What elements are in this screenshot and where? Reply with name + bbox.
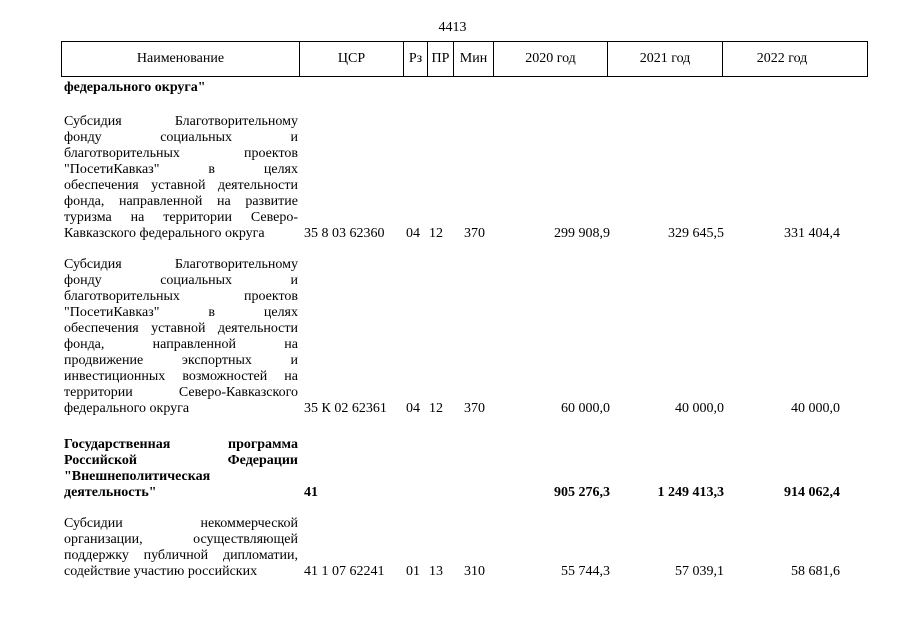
row-csr: 41 1 07 62241 (304, 564, 385, 579)
row-y2020: 60 000,0 (561, 401, 610, 416)
row-name-line: деятельность" (64, 485, 157, 500)
row-name-line: фонда, направленной на развитие (64, 194, 298, 209)
row-name-line: обеспечения уставной деятельности (64, 178, 298, 193)
row-y2021: 329 645,5 (668, 226, 724, 241)
row-pr: 12 (429, 401, 443, 416)
row-name-line: Государственная программа (64, 437, 298, 452)
header-rz: Рз (404, 42, 428, 76)
row-rz: 04 (406, 401, 420, 416)
row-name-line: "ПосетиКавказ" в целях (64, 162, 298, 177)
row-y2021: 57 039,1 (675, 564, 724, 579)
row-name-line: благотворительных проектов (64, 146, 298, 161)
row-name (64, 257, 298, 417)
row-name-line: Субсидии некоммерческой (64, 516, 298, 531)
row-name-line: Российской Федерации (64, 453, 298, 468)
row-name-line: федерального округа (64, 401, 190, 416)
row-name-line: продвижение экспортных и (64, 353, 298, 368)
row-name-line: фонда, направленной на (64, 337, 298, 352)
row-name-line: туризма на территории Северо- (64, 210, 298, 225)
row-name-line: "Внешнеполитическая (64, 469, 211, 484)
row-pr: 13 (429, 564, 443, 579)
row-y2021: 1 249 413,3 (657, 485, 724, 500)
page-number: 4413 (438, 20, 467, 35)
row-pr: 12 (429, 226, 443, 241)
row-csr: 41 (304, 485, 318, 500)
row-y2022: 40 000,0 (791, 401, 840, 416)
row-name-line: поддержку публичной дипломатии, (64, 548, 298, 563)
header-2022: 2022 год (756, 51, 808, 66)
row-name (64, 516, 298, 580)
header-2021: 2021 год (608, 42, 723, 76)
row-y2022: 58 681,6 (791, 564, 840, 579)
row-name-line: территории Северо-Кавказского (64, 385, 298, 400)
row-rz: 04 (406, 226, 420, 241)
row-name (64, 80, 298, 96)
row-name-line: благотворительных проектов (64, 289, 298, 304)
row-y2022: 914 062,4 (784, 485, 840, 500)
row-name (64, 437, 298, 501)
row-y2022: 331 404,4 (784, 226, 840, 241)
row-name-line: обеспечения уставной деятельности (64, 321, 298, 336)
row-name-line: инвестиционных возможностей на (64, 369, 298, 384)
row-min: 310 (464, 564, 485, 579)
row-name-line: "ПосетиКавказ" в целях (64, 305, 298, 320)
row-y2021: 40 000,0 (675, 401, 724, 416)
row-min: 370 (464, 226, 485, 241)
row-name-line: содействие участию российских (64, 564, 258, 579)
row-y2020: 55 744,3 (561, 564, 610, 579)
row-name-line: Кавказского федерального округа (64, 226, 265, 241)
row-y2020: 905 276,3 (554, 485, 610, 500)
header-pr: ПР (428, 42, 454, 76)
header-name: Наименование (62, 42, 300, 76)
row-name-line: Субсидия Благотворительному (64, 114, 298, 129)
row-name-line: федерального округа" (64, 80, 206, 95)
row-name-line: фонду социальных и (64, 273, 298, 288)
table-header (61, 41, 868, 77)
header-csr: ЦСР (300, 42, 404, 76)
row-name-line: организации, осуществляющей (64, 532, 298, 547)
row-rz: 01 (406, 564, 420, 579)
row-min: 370 (464, 401, 485, 416)
header-2020: 2020 год (494, 42, 608, 76)
header-min: Мин (454, 42, 494, 76)
row-name-line: фонду социальных и (64, 130, 298, 145)
row-csr: 35 К 02 62361 (304, 401, 387, 416)
row-name (64, 114, 298, 242)
row-csr: 35 8 03 62360 (304, 226, 385, 241)
row-name-line: Субсидия Благотворительному (64, 257, 298, 272)
row-y2020: 299 908,9 (554, 226, 610, 241)
